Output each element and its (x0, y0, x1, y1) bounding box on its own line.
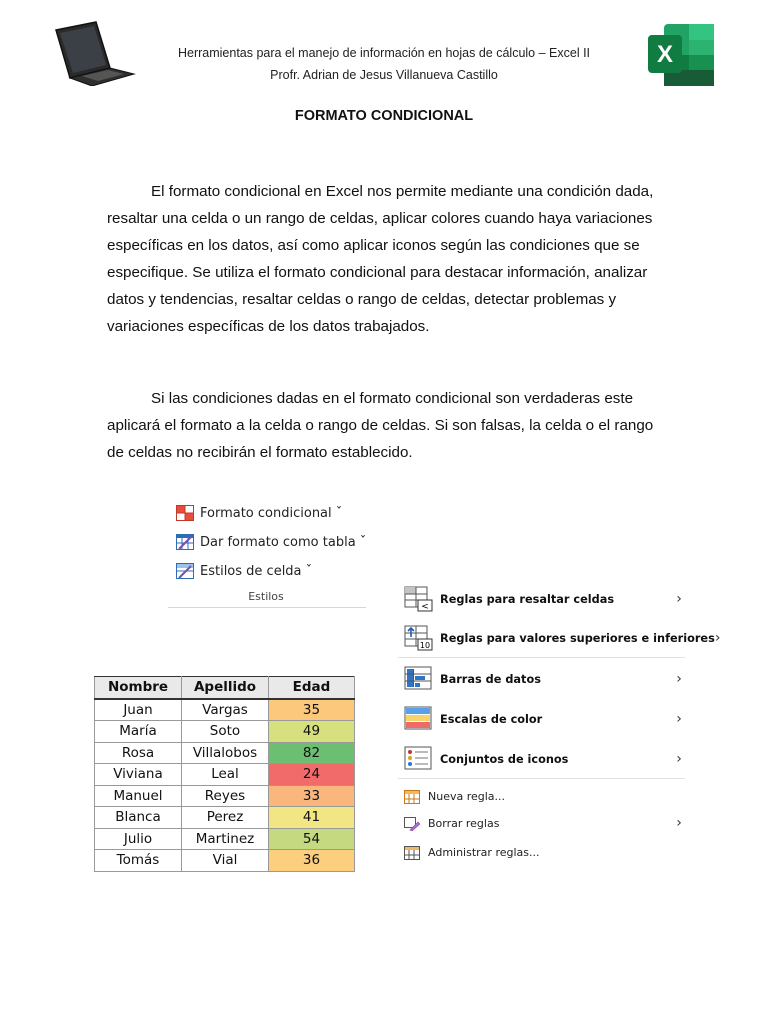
top-bottom-rules-icon (404, 625, 434, 651)
table-row (95, 807, 355, 829)
cell-edad: 36 (269, 850, 355, 872)
menu-new-rule[interactable] (404, 786, 686, 806)
ribbon-cell-styles-label: Estilos de celda ˇ (200, 563, 313, 579)
paragraph-1: El formato condicional en Excel nos permite mediante una condición dada, resaltar una celda o un rango de celdas, aplicar colores cuando haya variaciones específicas en los datos, así como aplicar iconos según las condiciones que se especifique. Se utiliza el formato condicional para destacar información, analizar datos y tendencias, resaltar celdas o rango de celdas, detectar problemas y variaciones específicas de los datos trabajados. (107, 183, 654, 335)
excel-logo-icon (646, 22, 716, 88)
conditional-format-icon (176, 505, 194, 521)
ribbon-conditional-format-label: Formato condicional ˇ (200, 505, 343, 521)
cell-apellido: Soto (182, 721, 269, 743)
ribbon-cell-styles-button[interactable] (176, 563, 312, 579)
column-header-edad: Edad (269, 677, 355, 699)
excel-logo-letter: X (656, 41, 674, 68)
column-header-nombre: Nombre (95, 677, 182, 699)
chevron-right-icon: › (676, 671, 682, 687)
table-row (95, 764, 355, 786)
cell-nombre: Tomás (95, 850, 182, 872)
cell-apellido: Leal (182, 764, 269, 786)
cell-apellido: Villalobos (182, 742, 269, 764)
paragraph-2: Si las condiciones dadas en el formato condicional son verdaderas este aplicará el formato a la celda o rango de celdas. Si son falsas, la celda o el rango de celdas no recibirán el formato establecido. (107, 390, 654, 461)
header-teacher-name: Profr. Adrian de Jesus Villanueva Castillo (270, 68, 498, 82)
menu-separator (398, 778, 685, 779)
cell-edad: 41 (269, 807, 355, 829)
new-rule-icon (404, 789, 420, 803)
cell-nombre: Viviana (95, 764, 182, 786)
table-row (95, 721, 355, 743)
ribbon-group-caption: Estilos (248, 590, 284, 603)
menu-clear-rules-label: Borrar reglas (428, 816, 500, 830)
page-title: FORMATO CONDICIONAL (294, 108, 474, 124)
menu-separator (398, 657, 685, 658)
ages-table (94, 676, 355, 872)
cell-apellido: Vargas (182, 699, 269, 721)
ribbon-conditional-format-button[interactable] (176, 505, 342, 521)
format-as-table-icon (176, 534, 194, 550)
menu-clear-rules[interactable] (404, 813, 686, 833)
ribbon-format-as-table-button[interactable] (176, 534, 366, 550)
table-row (95, 850, 355, 872)
menu-new-rule-label: Nueva regla... (428, 789, 506, 803)
chevron-right-icon: › (676, 751, 682, 767)
cell-edad: 35 (269, 699, 355, 721)
menu-data-bars[interactable] (404, 664, 686, 694)
cell-nombre: Manuel (95, 785, 182, 807)
svg-text:<: < (421, 602, 429, 612)
cell-edad: 49 (269, 721, 355, 743)
chevron-right-icon: › (676, 815, 682, 831)
column-header-apellido: Apellido (182, 677, 269, 699)
menu-manage-rules-label: Administrar reglas... (428, 845, 540, 859)
manage-rules-icon (404, 845, 420, 859)
svg-text:10: 10 (419, 641, 431, 650)
menu-top-bottom-label: Reglas para valores superiores e inferiores (440, 631, 715, 645)
menu-color-scales[interactable] (404, 704, 686, 734)
menu-manage-rules[interactable] (404, 842, 686, 862)
data-bars-icon (404, 666, 434, 692)
intro-paragraph (107, 178, 655, 340)
menu-top-bottom-rules[interactable] (404, 623, 721, 653)
table-row (95, 742, 355, 764)
highlight-rules-icon (404, 586, 434, 612)
chevron-right-icon: › (676, 711, 682, 727)
menu-icon-sets[interactable] (404, 744, 686, 774)
ribbon-divider (168, 607, 366, 608)
cell-nombre: Juan (95, 699, 182, 721)
cell-apellido: Reyes (182, 785, 269, 807)
menu-data-bars-label: Barras de datos (440, 672, 541, 686)
color-scales-icon (404, 706, 434, 732)
table-row (95, 828, 355, 850)
cell-nombre: María (95, 721, 182, 743)
clear-rules-icon (404, 816, 420, 830)
header-course-title: Herramientas para el manejo de información en hojas de cálculo – Excel II (177, 46, 591, 60)
cell-edad: 33 (269, 785, 355, 807)
cell-styles-icon (176, 563, 194, 579)
icon-sets-icon (404, 746, 434, 772)
menu-color-scales-label: Escalas de color (440, 712, 543, 726)
menu-icon-sets-label: Conjuntos de iconos (440, 752, 569, 766)
menu-highlight-cells-rules[interactable] (404, 584, 686, 614)
table-header-row (95, 677, 355, 699)
cell-edad: 82 (269, 742, 355, 764)
table-row (95, 785, 355, 807)
menu-highlight-cells-label: Reglas para resaltar celdas (440, 592, 615, 606)
conditions-paragraph (107, 385, 655, 466)
chevron-right-icon: › (714, 630, 721, 646)
ribbon-format-as-table-label: Dar formato como tabla ˇ (200, 534, 367, 550)
table-row (95, 699, 355, 721)
cell-nombre: Julio (95, 828, 182, 850)
cell-edad: 24 (269, 764, 355, 786)
cell-edad: 54 (269, 828, 355, 850)
cell-apellido: Martinez (182, 828, 269, 850)
cell-apellido: Vial (182, 850, 269, 872)
cell-nombre: Rosa (95, 742, 182, 764)
cell-nombre: Blanca (95, 807, 182, 829)
chevron-right-icon: › (676, 591, 682, 607)
cell-apellido: Perez (182, 807, 269, 829)
